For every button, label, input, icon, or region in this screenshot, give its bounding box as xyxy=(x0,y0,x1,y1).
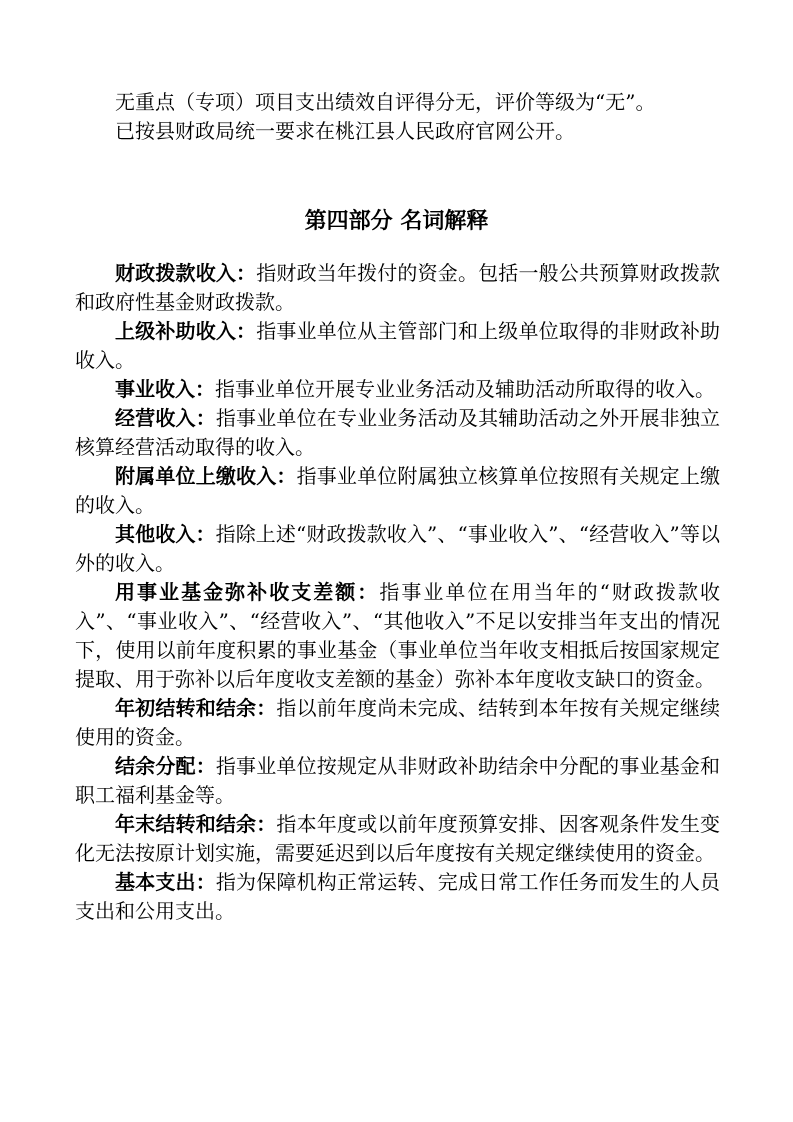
glossary-entry xyxy=(75,462,720,520)
glossary-term: 基本支出： xyxy=(115,870,216,894)
glossary-entry xyxy=(75,810,720,868)
glossary-term: 上级补助收入： xyxy=(115,319,257,343)
glossary-term: 用事业基金弥补收支差额： xyxy=(115,580,380,604)
glossary-definition: 指财政当年拨付的资金。包括一般公共预算财政拨款和政府性基金财政拨款。 xyxy=(75,261,721,314)
glossary-definition: 指为保障机构正常运转、完成日常工作任务而发生的人员支出和公用支出。 xyxy=(75,870,721,923)
glossary-definition: 指事业单位在专业业务活动及其辅助活动之外开展非独立核算经营活动取得的收入。 xyxy=(75,406,721,459)
intro-line: 已按县财政局统一要求在桃江县人民政府官网公开。 xyxy=(115,119,575,143)
section-title: 第四部分 名词解释 xyxy=(304,209,489,234)
glossary-entry xyxy=(75,694,720,752)
glossary-entry xyxy=(75,259,720,317)
glossary-term: 结余分配： xyxy=(115,754,216,778)
glossary-definition: 指事业单位在用当年的“财政拨款收入”、“事业收入”、“经营收入”、“其他收入”不足以安排当年支出的情况下，使用以前年度积累的事业基金（事业单位当年收支相抵后按国家规定提取、用于弥补以后年度收支差额的基金）弥补本年度收支缺口的资金。 xyxy=(75,580,720,691)
glossary-definition: 指事业单位附属独立核算单位按照有关规定上缴的收入。 xyxy=(75,464,721,517)
intro-line: 无重点（专项）项目支出绩效自评得分无，评价等级为“无”。 xyxy=(115,90,656,114)
glossary-term: 年初结转和结余： xyxy=(115,696,277,720)
glossary-term: 经营收入： xyxy=(115,406,216,430)
glossary-entry xyxy=(75,375,720,404)
glossary-term: 年末结转和结余： xyxy=(115,812,277,836)
glossary-term: 附属单位上缴收入： xyxy=(115,464,297,488)
glossary-definition: 指事业单位开展专业业务活动及辅助活动所取得的收入。 xyxy=(215,377,715,401)
glossary-term: 其他收入： xyxy=(115,522,216,546)
glossary-definition: 指除上述“财政拨款收入”、“事业收入”、“经营收入”等以外的收入。 xyxy=(75,522,720,575)
glossary-definition: 指事业单位从主管部门和上级单位取得的非财政补助收入。 xyxy=(75,319,721,372)
glossary-entry xyxy=(75,317,720,375)
glossary-definition: 指以前年度尚未完成、结转到本年按有关规定继续使用的资金。 xyxy=(75,696,721,749)
glossary-entry xyxy=(75,752,720,810)
glossary-entry xyxy=(75,404,720,462)
glossary-term: 事业收入： xyxy=(115,377,215,401)
glossary-term: 财政拨款收入： xyxy=(115,261,257,285)
glossary-entry xyxy=(75,578,720,694)
glossary-list xyxy=(75,259,720,926)
intro-block xyxy=(115,88,715,146)
glossary-entry xyxy=(75,520,720,578)
glossary-entry xyxy=(75,868,720,926)
glossary-definition: 指本年度或以前年度预算安排、因客观条件发生变化无法按原计划实施，需要延迟到以后年度按有关规定继续使用的资金。 xyxy=(75,812,721,865)
glossary-definition: 指事业单位按规定从非财政补助结余中分配的事业基金和职工福利基金等。 xyxy=(75,754,721,807)
